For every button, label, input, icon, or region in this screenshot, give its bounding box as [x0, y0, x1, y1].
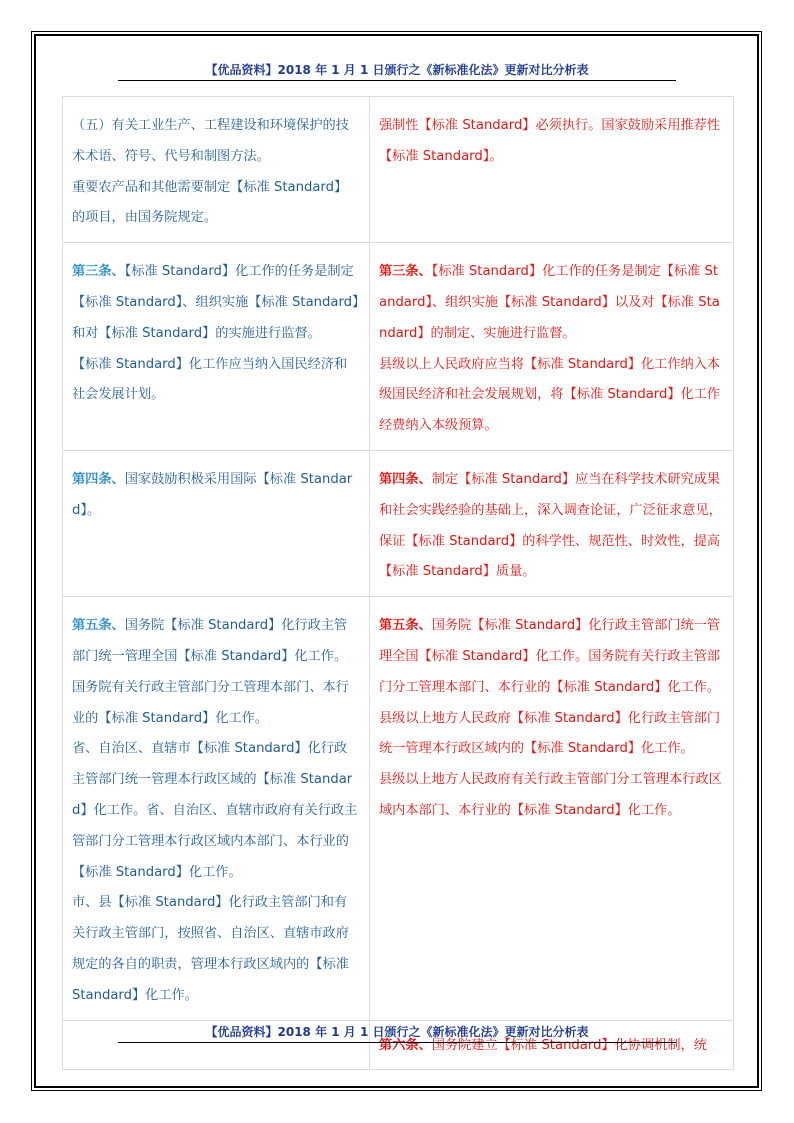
paragraph: 第四条、国家鼓励积极采用国际【标准 Standard】。	[72, 471, 353, 518]
new-law-cell	[370, 450, 734, 596]
paragraph: 县级以上地方人民政府【标准 Standard】化行政主管部门统一管理本行政区域内的【标准 Standard】化工作。	[379, 710, 721, 757]
header-rule	[118, 80, 676, 81]
paragraph: 市、县【标准 Standard】化行政主管部门和有关行政主管部门，按照省、自治区、直辖市政府规定的各自的职责，管理本行政区域内的【标准 Standard】化工作。	[72, 895, 349, 1003]
old-law-cell	[63, 450, 370, 596]
paragraph: 省、自治区、直辖市【标准 Standard】化行政主管部门统一管理本行政区域的【标准 Standard】化工作。省、自治区、直辖市政府有关行政主管部门分工管理本行政区域内本部门、本行业的【标准 Standard】化工作。	[72, 741, 358, 880]
new-law-cell	[370, 97, 734, 243]
paragraph: 第五条、国务院【标准 Standard】化行政主管部门统一管理全国【标准 Standard】化工作。国务院有关行政主管部门分工管理本部门、本行业的【标准 Standard】化工作。	[72, 618, 349, 726]
paragraph: 第六条、国务院建立【标准 Standard】化协调机制，统	[379, 1037, 707, 1053]
table-row	[63, 450, 734, 596]
footer-rule	[118, 1042, 676, 1043]
paragraph: 第四条、制定【标准 Standard】应当在科学技术研究成果和社会实践经验的基础上，深入调查论证，广泛征求意见，保证【标准 Standard】的科学性、规范性、时效性，提高【标准 Standard】质量。	[379, 471, 722, 580]
paragraph: 第三条、【标准 Standard】化工作的任务是制定【标准 Standard】、组织实施【标准 Standard】以及对【标准 Standard】的制定、实施进行监督。	[379, 264, 720, 341]
table-row	[63, 97, 734, 243]
paragraph: 县级以上人民政府应当将【标准 Standard】化工作纳入本级国民经济和社会发展规划，将【标准 Standard】化工作经费纳入本级预算。	[379, 356, 721, 434]
old-law-cell	[63, 597, 370, 1020]
paragraph: 第三条、【标准 Standard】化工作的任务是制定【标准 Standard】、组织实施【标准 Standard】和对【标准 Standard】的实施进行监督。	[72, 264, 359, 341]
paragraph: 【标准 Standard】化工作应当纳入国民经济和社会发展计划。	[72, 356, 348, 403]
paragraph: 强制性【标准 Standard】必须执行。国家鼓励采用推荐性【标准 Standard】。	[379, 118, 721, 164]
table-row	[63, 597, 734, 1020]
new-law-cell	[370, 243, 734, 451]
old-law-cell	[63, 97, 370, 243]
paragraph: 县级以上地方人民政府有关行政主管部门分工管理本行政区域内本部门、本行业的【标准 Standard】化工作。	[379, 772, 722, 818]
new-law-cell	[370, 597, 734, 1020]
table-row	[63, 243, 734, 451]
page-footer-title: 【优品资料】2018 年 1 月 1 日颁行之《新标准化法》更新对比分析表	[205, 1025, 589, 1039]
paragraph: （五）有关工业生产、工程建设和环境保护的技术术语、符号、代号和制图方法。	[72, 118, 349, 164]
old-law-cell	[63, 243, 370, 451]
comparison-table	[62, 96, 734, 1070]
paragraph: 重要农产品和其他需要制定【标准 Standard】的项目，由国务院规定。	[72, 179, 348, 226]
page-header-title: 【优品资料】2018 年 1 月 1 日颁行之《新标准化法》更新对比分析表	[205, 63, 589, 77]
paragraph: 第五条、国务院【标准 Standard】化行政主管部门统一管理全国【标准 Standard】化工作。国务院有关行政主管部门分工管理本部门、本行业的【标准 Standard】化工作。	[379, 618, 721, 695]
